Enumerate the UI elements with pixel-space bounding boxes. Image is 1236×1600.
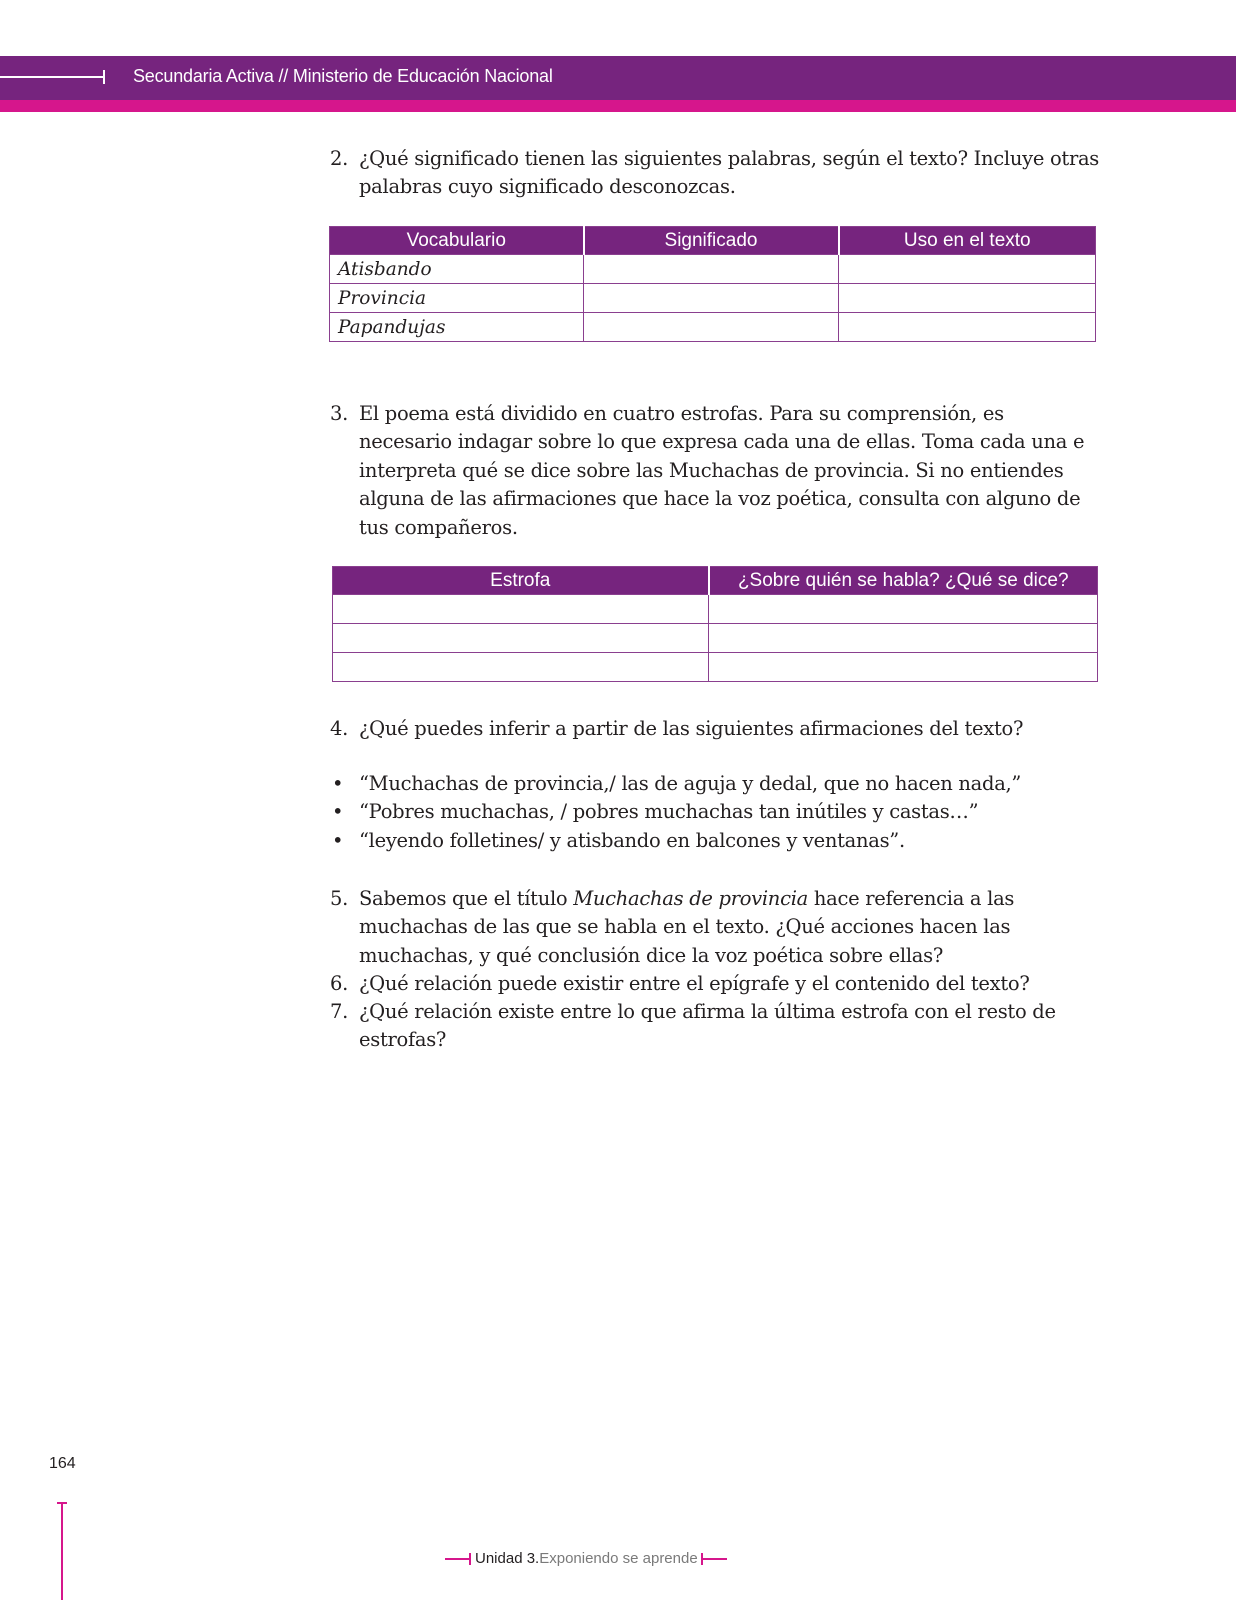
question-text: ¿Qué relación puede existir entre el epígrafe y el contenido del texto? — [359, 972, 1030, 995]
table-row — [330, 284, 1096, 313]
estrofa-cell[interactable] — [333, 653, 709, 682]
question-number: 6. — [330, 972, 349, 995]
column-header: Vocabulario — [330, 227, 584, 255]
column-header: ¿Sobre quién se habla? ¿Qué se dice? — [709, 567, 1098, 595]
vocab-word-cell: Provincia — [330, 284, 584, 313]
column-header: Uso en el texto — [839, 227, 1096, 255]
question-6 — [330, 970, 1100, 998]
question-text-start: Sabemos que el título — [359, 887, 574, 910]
table-row — [330, 255, 1096, 284]
table-header-row — [330, 227, 1096, 255]
list-item — [330, 827, 1100, 855]
estrofa-cell[interactable] — [333, 595, 709, 624]
vocab-word-cell: Papandujas — [330, 313, 584, 342]
question-text-end: hace referencia a las muchachas de las que se habla en el texto. ¿Qué acciones hacen las muchachas, y qué conclusión dice la voz poética sobre ellas? — [359, 887, 1015, 967]
usage-cell[interactable] — [839, 255, 1096, 284]
meaning-cell[interactable] — [584, 313, 839, 342]
poem-title: Muchachas de provincia — [573, 887, 808, 910]
estrofa-cell[interactable] — [333, 624, 709, 653]
header-title: Secundaria Activa // Ministerio de Educación Nacional — [133, 66, 553, 86]
table-row — [333, 653, 1098, 682]
question-number: 2. — [330, 147, 349, 170]
bullet-icon: • — [332, 800, 344, 824]
question-number: 5. — [330, 887, 349, 910]
margin-rule-tick — [57, 1502, 67, 1504]
header-tick — [103, 70, 105, 84]
page-number: 164 — [49, 1455, 76, 1472]
column-header: Estrofa — [333, 567, 709, 595]
estrofa-table — [332, 566, 1098, 682]
bullet-icon: • — [332, 828, 344, 852]
question-2 — [330, 145, 1100, 202]
question-number: 7. — [330, 1000, 349, 1023]
margin-rule — [61, 1502, 63, 1600]
table-header-row — [333, 567, 1098, 595]
question-3 — [330, 400, 1100, 542]
usage-cell[interactable] — [839, 313, 1096, 342]
table-row — [333, 624, 1098, 653]
description-cell[interactable] — [709, 653, 1098, 682]
column-header: Significado — [584, 227, 839, 255]
description-cell[interactable] — [709, 595, 1098, 624]
footer-unit: Unidad 3. — [475, 1550, 540, 1567]
question-5 — [330, 885, 1100, 970]
footer-rule-left — [445, 1558, 471, 1560]
quote-text: “Muchachas de provincia,/ las de aguja y dedal, que no hacen nada,” — [359, 772, 1022, 795]
usage-cell[interactable] — [839, 284, 1096, 313]
question-number: 3. — [330, 402, 349, 425]
question-text: ¿Qué significado tienen las siguientes palabras, según el texto? Incluye otras palabras cuyo significado desconozcas. — [359, 147, 1100, 199]
footer-unit-title: Exponiendo se aprende — [539, 1550, 698, 1567]
footer — [445, 1550, 727, 1567]
question-text: El poema está dividido en cuatro estrofas. Para su comprensión, es necesario indagar sobre lo que expresa cada una de ellas. Toma cada una e interpreta qué se dice sobre las Muchachas de provincia. Si no entiendes alguna de las afirmaciones que hace la voz poética, consulta con alguno de tus compañeros. — [359, 402, 1085, 539]
header-rule — [0, 76, 104, 78]
meaning-cell[interactable] — [584, 255, 839, 284]
vocabulary-table — [329, 226, 1096, 342]
description-cell[interactable] — [709, 624, 1098, 653]
list-item — [330, 770, 1100, 798]
meaning-cell[interactable] — [584, 284, 839, 313]
table-row — [330, 313, 1096, 342]
vocab-word-cell: Atisbando — [330, 255, 584, 284]
header-stripe — [0, 100, 1236, 112]
bullet-icon: • — [332, 772, 344, 795]
quote-text: “leyendo folletines/ y atisbando en balcones y ventanas”. — [359, 828, 905, 852]
question-text: ¿Qué relación existe entre lo que afirma la última estrofa con el resto de estrofas? — [359, 1000, 1056, 1052]
list-item — [330, 798, 1100, 826]
quote-text: “Pobres muchachas, / pobres muchachas tan inútiles y castas…” — [359, 800, 979, 824]
question-text: ¿Qué puedes inferir a partir de las siguientes afirmaciones del texto? — [359, 717, 1024, 740]
question-7 — [330, 998, 1100, 1055]
question-4 — [330, 715, 1100, 743]
question-text — [359, 885, 1100, 970]
question-number: 4. — [330, 717, 349, 740]
footer-rule-right — [701, 1558, 727, 1560]
quote-list — [330, 770, 1100, 855]
table-row — [333, 595, 1098, 624]
